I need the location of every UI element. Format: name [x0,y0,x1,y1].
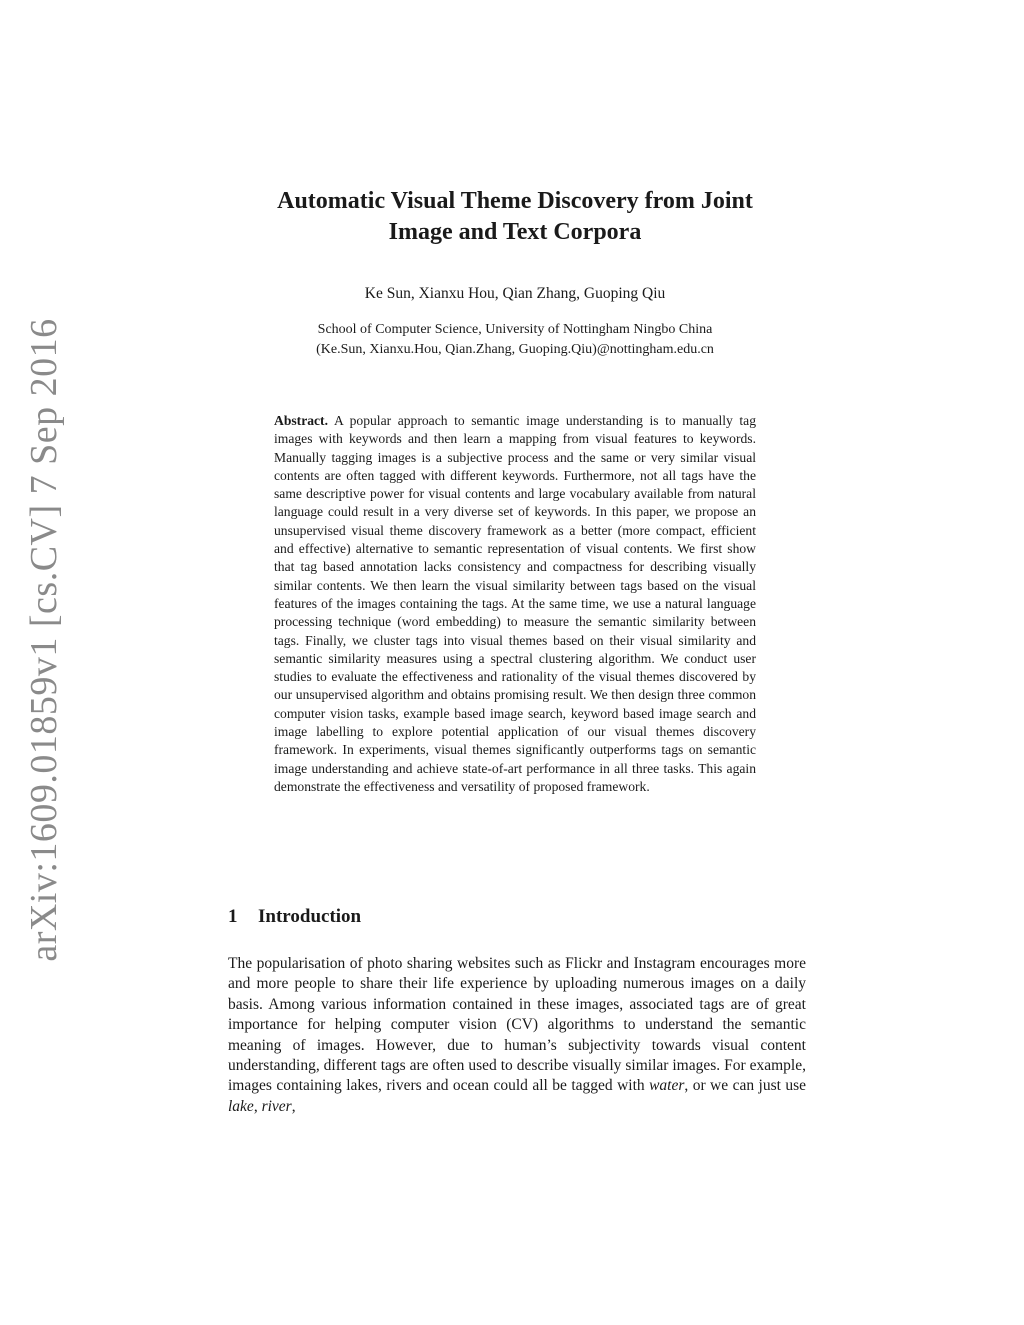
author-list: Ke Sun, Xianxu Hou, Qian Zhang, Guoping Qiu [364,285,666,302]
affiliation-emails: (Ke.Sun, Xianxu.Hou, Qian.Zhang, Guoping.Qiu)@nottingham.edu.cn [316,342,714,357]
arxiv-identifier-stamp: arXiv:1609.01859v1 [cs.CV] 7 Sep 2016 [23,318,65,962]
paper-title-line-1: Automatic Visual Theme Discovery from Joint [277,188,753,214]
section-heading-introduction [228,906,361,928]
abstract-text: A popular approach to semantic image understanding is to manually tag images with keywords and then learn a mapping from visual features to keywords. Manually tagging images is a subjective process and the same or very similar visual contents are often tagged with different keywords. Furthermore, not all tags have the same descriptive power for visual contents and large vocabulary available from natural language could result in a very diverse set of keywords. In this paper, we propose an unsupervised visual theme discovery framework as a better (more compact, efficient and effective) alternative to semantic representation of visual contents. We first show that tag based annotation lacks consistency and compactness for describing visually similar contents. We then learn the visual similarity between tags based on the visual features of the images containing the tags. At the same time, we use a natural language processing technique (word embedding) to measure the semantic similarity between tags. Finally, we cluster tags into visual themes based on their visual similarity and semantic similarity measures using a spectral clustering algorithm. We conduct user studies to evaluate the effectiveness and rationality of the visual themes discovered by our unsupervised algorithm and obtains promising result. We then design three common computer vision tasks, example based image search, keyword based image search and image labelling to explore potential application of our visual themes discovery framework. In experiments, visual themes significantly outperforms tags on semantic image understanding and achieve state-of-art performance in all three tasks. This again demonstrate the effectiveness and versatility of proposed framework. [274,413,756,794]
separator-comma: , [253,1097,258,1115]
separator-comma-end: , [291,1097,296,1115]
introduction-paragraph [228,954,806,1117]
abstract-label: Abstract. [274,413,328,428]
term-water: water [649,1077,685,1095]
affiliation-block [200,320,830,360]
paper-title-line-2: Image and Text Corpora [388,219,642,245]
introduction-text: The popularisation of photo sharing websites such as Flickr and Instagram encourages more and more people to share their life experience by uploading numerous images on a daily basis. Among various information contained in these images, associated tags are of great importance for helping computer vision (CV) algorithms to understand the semantic meaning of images. However, due to human’s subjectivity towards visual content understanding, different tags are often used to describe visually similar images. For example, images containing lakes, rivers and ocean could all be tagged with [228,955,806,1095]
term-lake: lake [228,1097,254,1115]
term-river: river [261,1097,292,1115]
section-number: 1 [228,906,238,927]
section-title: Introduction [258,906,362,927]
affiliation-institution: School of Computer Science, University of Nottingham Ningbo China [317,322,713,337]
introduction-text-continued: , or we can just use [684,1077,807,1095]
paper-title [200,186,830,248]
abstract [274,412,756,796]
